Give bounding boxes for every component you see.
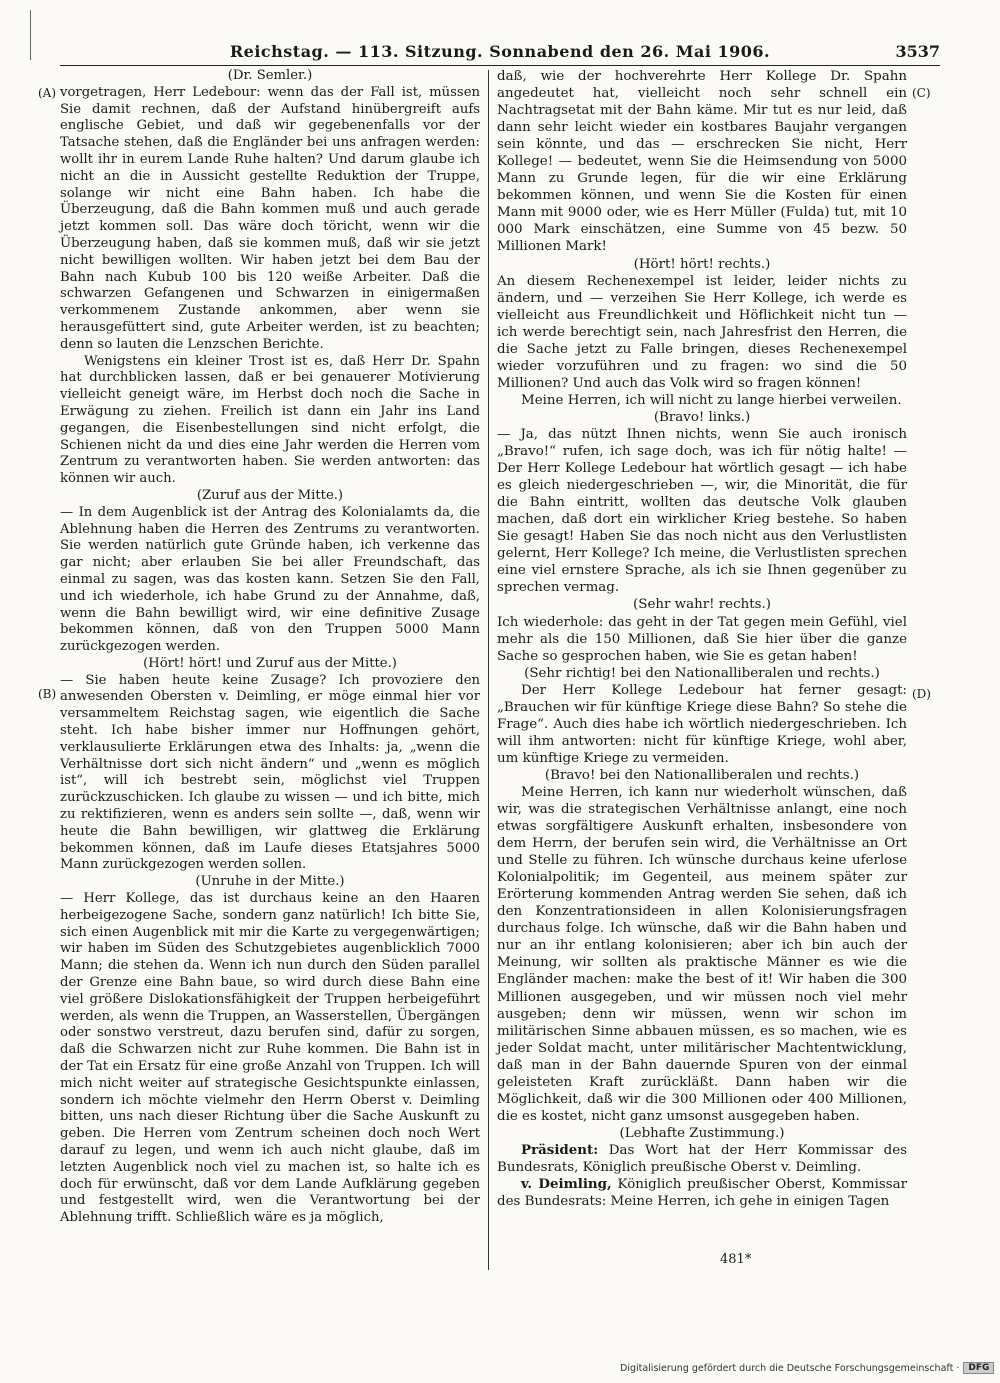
speaker-name: Präsident:: [521, 1141, 599, 1158]
sheet-signature: 481*: [720, 1252, 752, 1267]
speaker-text: Das Wort hat der Herr Kommissar des Bundesrats, Königlich preußische Oberst v. Deimling.: [497, 1142, 907, 1175]
paragraph: Meine Herren, ich will nicht zu lange hierbei verweilen.: [521, 392, 902, 408]
scan-edge-mark: [30, 10, 31, 60]
right-column: [497, 68, 907, 1210]
paragraph: daß, wie der hochverehrte Herr Kollege Dr. Spahn angedeutet hat, vielleicht noch sehr schnell ein Nachtragsetat mit der Bahn käme. Mir tut es nur leid, daß dann sehr leicht wieder ein kostbares Baujahr vergangen sein könnte, und das — erschrecken Sie nicht, Herr Kollege! — bedeutet, wenn Sie die Heimsendung von 5000 Mann zu Grunde legen, für die wir eine Erklärung bekommen können, und wenn Sie die Kosten für einen Mann mit 9000 oder, wie es Herr Müller (Fulda) tut, mit 10 000 Mark einschätzen, eine Summe von 45 bezw. 50 Millionen Mark!: [497, 69, 907, 255]
margin-mark-c: (C): [912, 86, 931, 100]
dfg-logo: DFG: [963, 1362, 994, 1374]
header-rule: [60, 65, 940, 66]
speaker-paragraph: [497, 1142, 907, 1176]
margin-mark-d: (D): [912, 687, 931, 701]
column-separator: [488, 70, 489, 1270]
interjection: (Sehr richtig! bei den Nationalliberalen und rechts.): [524, 665, 880, 681]
paragraph: Ich wiederhole: das geht in der Tat gegen mein Gefühl, viel mehr als die 150 Millionen, daß Sie hier über die ganze Sache so gesprochen haben, wie Sie es getan haben!: [497, 614, 907, 664]
speaker-name: v. Deimling,: [521, 1176, 612, 1193]
interjection: (Dr. Semler.): [227, 68, 313, 83]
interjection: (Lebhafte Zustimmung.): [619, 1125, 785, 1141]
paragraph: — In dem Augenblick ist der Antrag des Kolonialamts da, die Ablehnung haben die Herren des Zentrums zu verantworten. Sie werden natürlich gute Gründe haben, ich verkenne das gar nicht; aber erlauben Sie bei aller Freundschaft, das einmal zu sagen, was das kosten kann. Setzen Sie den Fall, und ich wiederhole, ich habe Grund zu der Annahme, daß, wenn die Bahn bewilligt wird, wir eine definitive Zusage bekommen können, daß von den Truppen 5000 Mann zurückgezogen werden.: [60, 504, 480, 655]
interjection: (Hört! hört! und Zuruf aus der Mitte.): [143, 655, 397, 671]
paragraph: — Herr Kollege, das ist durchaus keine an den Haaren herbeigezogene Sache, sondern ganz natürlich! Ich bitte Sie, sich einen Augenblick mit mir die Karte zu vergegenwärtigen; wir haben im Süden des Schutzgebietes augenblicklich 7000 Mann; die stehen da. Wenn ich nun durch den Süden parallel der Grenze eine Bahn baue, so wird durch diese Bahn eine viel größere Dislokationsfähigkeit der Truppen herbeigeführt werden, als wenn die Truppen, an Wasserstellen, Übergängen oder sonstwo verstreut, dazu berufen sind, dafür zu sorgen, daß die Schwarzen nicht zur Ruhe kommen. Die Bahn ist in der Tat ein Ersatz für eine große Anzahl von Truppen. Ich will mich nicht weiter auf strategische Gesichtspunkte einlassen, sondern ich möchte vielmehr den Herrn Oberst v. Deimling bitten, uns nach dieser Richtung über die Sache Auskunft zu geben. Die Herren vom Zentrum scheinen doch noch Wert darauf zu legen, und wenn ich auch nicht glaube, daß im letzten Augenblick noch viel zu machen ist, so halte ich es doch für erwünscht, daß vor dem Lande Aufklärung gegeben und festgestellt wird, wen die Verantwortung bei der Ablehnung trifft. Schließlich wäre es ja möglich,: [60, 891, 480, 1226]
paragraph: Wenigstens ein kleiner Trost ist es, daß Herr Dr. Spahn hat durchblicken lassen, daß er bei genauerer Motivierung vielleicht geneigt wäre, im Herbst doch noch die Sache in Erwägung zu ziehen. Freilich ist dann ein Jahr ins Land gegangen, die Eisenbestellungen sind nicht erfolgt, die Schienen nicht da und dies eine Jahr werden die Herren vom Zentrum zu verantworten haben. Sie werden antworten: das können wir auch.: [60, 353, 480, 487]
interjection: (Bravo! links.): [653, 409, 751, 425]
footer-text: Digitalisierung gefördert durch die Deutsche Forschungsgemeinschaft ·: [620, 1362, 960, 1374]
paragraph: An diesem Rechenexempel ist leider, leider nichts zu ändern, und — verzeihen Sie Herr Kollege, ich werde es vielleicht aus Freundlichkeit und Höflichkeit nicht tun — ich werde berechtigt sein, nach Jahresfrist den Herren, die die Sache jetzt zu Falle bringen, dieses Rechenexempel wieder vorzuführen und zu fragen: wo sind die 50 Millionen? Und auch das Volk wird so fragen können!: [497, 273, 907, 391]
interjection: (Bravo! bei den Nationalliberalen und rechts.): [544, 767, 860, 783]
footer: [620, 1362, 994, 1374]
interjection: (Hört! hört! rechts.): [633, 256, 771, 272]
paragraph: Meine Herren, ich kann nur wiederholt wünschen, daß wir, was die strategischen Verhältnisse anlangt, eine noch etwas sorgfältigere Auskunft erhalten, insbesondere von dem Herrn, der berufen sein wird, die Verhältnisse an Ort und Stelle zu führen. Ich wünsche durchaus keine uferlose Kolonialpolitik; im Gegenteil, aus meinem später zur Erörterung kommenden Antrag werden Sie sehen, daß ich den Konzentrationsideen in allen Kolonisierungsfragen durchaus folge. Ich wünsche, daß wir die Bahn haben und nur an ihr entlang kolonisieren; aber ich bin auch der Meinung, wir sollten als praktische Männer es wie die Engländer machen: make the best of it! Wir haben die 300 Millionen ausgegeben, und wir müssen noch viel mehr ausgeben; denn wir müssen, wenn wir schon im militärischen Sinne abbauen müssen, es so machen, wie es jeder Soldat macht, unter militärischer Machtentwicklung, daß man in der Bahn dauernde Spuren von der einmal geleisteten Kraft zurückläßt. Dann haben wir die Möglichkeit, daß wir die 300 Millionen oder 400 Millionen, die es kostet, nicht ganz umsonst ausgegeben haben.: [497, 784, 907, 1124]
paragraph: — Sie haben heute keine Zusage? Ich provoziere den anwesenden Obersten v. Deimling, er möge einmal hier vor versammeltem Reichstag sagen, wie eigentlich die Sache steht. Ich habe bisher immer nur Hoffnungen gehört, verklausulierte Erklärungen etwa des Inhalts: ja, „wenn die Verhältnisse dort sich nicht ändern“ und „wenn es möglich ist“, will ich bestrebt sein, möglichst viel Truppen zurückzuschicken. Ich glaube zu wissen — und ich bitte, mich zu rektifizieren, wenn es anders sein sollte —, daß, wenn wir heute die Bahn bewilligen, wir glattweg die Erklärung bekommen können, daß im Laufe dieses Etatsjahres 5000 Mann zurückgezogen werden sollen.: [60, 672, 480, 873]
paragraph: Der Herr Kollege Ledebour hat ferner gesagt: „Brauchen wir für künftige Kriege diese Bahn? So stehe die Frage“. Auch dies habe ich wörtlich niedergeschrieben. Ich will ihm antworten: nicht für künftige Kriege, wohl aber, um künftige Kriege zu vermeiden.: [497, 682, 907, 766]
interjection: (Sehr wahr! rechts.): [633, 597, 771, 613]
page-header: [60, 40, 940, 62]
running-title: Reichstag. — 113. Sitzung. Sonnabend den 26. Mai 1906.: [229, 41, 771, 61]
page-number: 3537: [895, 41, 940, 61]
margin-mark-b: (B): [38, 687, 57, 701]
margin-mark-a: (A): [38, 86, 57, 100]
speaker-text: Königlich preußischer Oberst, Kommissar des Bundesrats: Meine Herren, ich gehe in einigen Tagen: [497, 1177, 907, 1210]
left-column: [60, 68, 480, 1227]
speaker-paragraph: [497, 1176, 907, 1210]
paragraph: — Ja, das nützt Ihnen nichts, wenn Sie auch ironisch „Bravo!“ rufen, ich sage doch, was ich für nötig halte! — Der Herr Kollege Ledebour hat wörtlich gesagt — ich habe es gleich niedergeschrieben —, wir, die Minorität, die für die Bahn eintritt, wollten das deutsche Volk glauben machen, daß dort ein wirklicher Krieg bestehe. So haben Sie gesagt! Haben Sie das noch nicht aus den Verlustlisten gelernt, Herr Kollege? Ich meine, die Verlustlisten sprechen eine viel ernstere Sprache, als ich sie Ihnen gegenüber zu sprechen vermag.: [497, 426, 907, 596]
interjection: (Zuruf aus der Mitte.): [196, 487, 344, 503]
interjection: (Unruhe in der Mitte.): [195, 874, 345, 890]
paragraph: vorgetragen, Herr Ledebour: wenn das der Fall ist, müssen Sie damit rechnen, daß der Aufstand hinübergreift aufs englische Gebiet, und daß wir gegebenenfalls vor der Tatsache stehen, daß die Engländer bei uns anfragen werden: wollt ihr in eurem Lande Ruhe halten? Und darum glaube ich nicht an die in Aussicht gestellte Reduktion der Truppe, solange wir nicht eine Bahn haben. Ich habe die Überzeugung, daß die Bahn kommen muß und auch gerade jetzt kommen soll. Das wäre doch töricht, wenn wir die Überzeugung haben, daß sie kommen muß, daß wir sie jetzt nicht bewilligen wollten. Wir haben jetzt bei dem Bau der Bahn nach Kubub 100 bis 120 weiße Arbeiter. Daß die schwarzen Gefangenen und Schwarzen in einigermaßen verkommenem Zustande ankommen, aber wenn sie herausgefüttert sind, gute Arbeiter werden, ist zu beachten; denn so lauten die Lenzschen Berichte.: [60, 84, 480, 352]
